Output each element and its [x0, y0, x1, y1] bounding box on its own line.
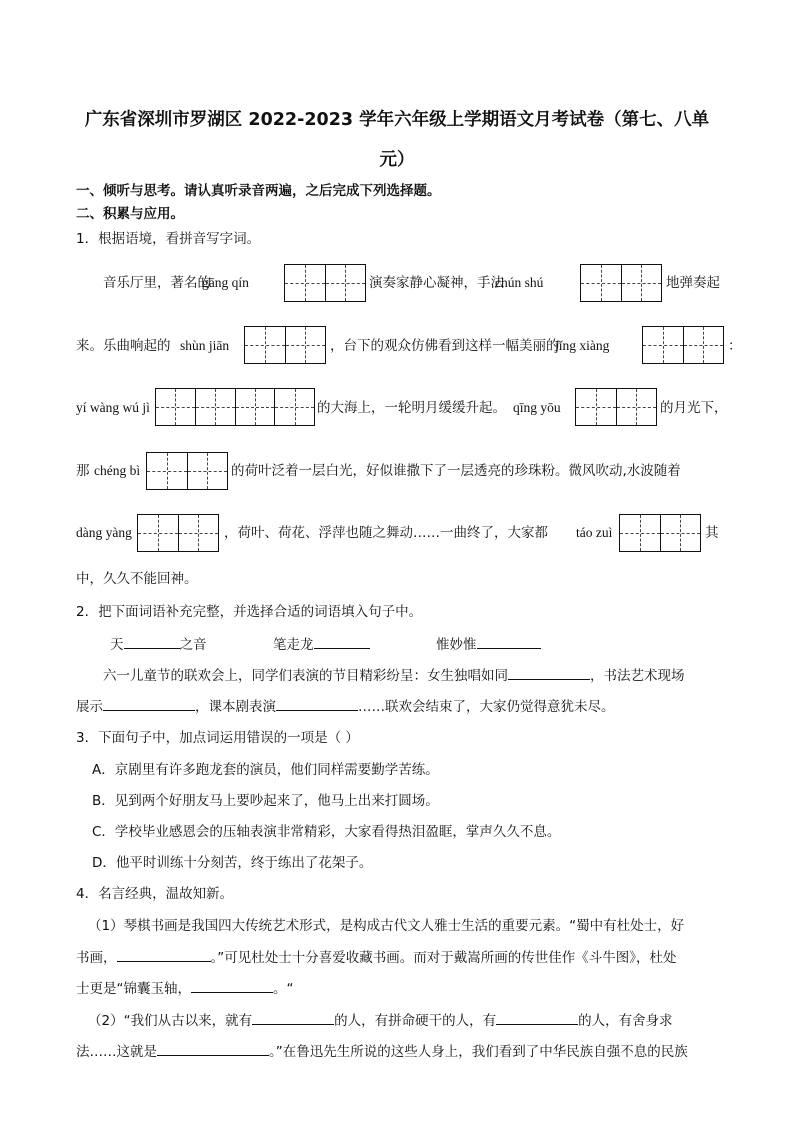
- q1-text: 演奏家静心凝神，手法: [369, 275, 504, 291]
- q4-part-1-line-2: [76, 947, 677, 968]
- passage-text: 。”在鲁迅先生所说的这些人身上，我们看到了中华民族自强不息的民族: [269, 1044, 688, 1060]
- option-c[interactable]: C．学校毕业感恩会的压轴表演非常精彩，大家看得热泪盈眶，掌声久久不息。: [92, 824, 561, 840]
- word-prefix: 天: [110, 637, 124, 653]
- q1-text: 中，久久不能回神。: [76, 571, 198, 587]
- pinyin-taozui: táo zuì: [576, 525, 613, 540]
- pinyin-chengbi: chéng bì: [94, 463, 141, 478]
- answer-grid-gangqin[interactable]: [284, 264, 366, 302]
- answer-grid-chengbi[interactable]: [146, 452, 228, 490]
- sentence-text: ……联欢会结束了，大家仍觉得意犹未尽。: [358, 699, 615, 715]
- q1-text: ，荷叶、荷花、浮萍也随之舞动……一曲终了，大家都: [224, 525, 548, 541]
- passage-text: 士更是“锦囊玉轴，: [76, 981, 191, 997]
- answer-grid-jingxiang[interactable]: [642, 326, 724, 364]
- q1-text: ：: [728, 338, 742, 354]
- q1-text: 那: [76, 463, 90, 479]
- sentence-blank[interactable]: [276, 696, 358, 711]
- q1-text: ，台下的观众仿佛看到这样一幅美丽的: [330, 338, 560, 354]
- option-a[interactable]: A．京剧里有许多跑龙套的演员，他们同样需要勤学苦练。: [92, 762, 439, 778]
- pinyin-gangqin: gāng qín: [202, 275, 249, 290]
- pinyin-shunjian: shùn jiān: [180, 338, 230, 353]
- sentence-text: ，书法艺术现场: [590, 668, 685, 684]
- word-prefix: 笔走龙: [273, 637, 314, 653]
- q1-text: 其: [705, 525, 719, 541]
- answer-grid-dangyang[interactable]: [137, 514, 219, 552]
- passage-text: （2）“我们从古以来，就有: [88, 1013, 253, 1029]
- page-title: 广东省深圳市罗湖区 2022-2023 学年六年级上学期语文月考试卷（第七、八单: [84, 110, 710, 130]
- sentence-text: 展示: [76, 699, 103, 715]
- passage-text: 。”可见杜处士十分喜爱收藏书画。而对于戴嵩所画的传世佳作《斗牛图》，杜处: [210, 950, 677, 966]
- q4-part-2-line-1: [88, 1010, 673, 1031]
- word-fill-1: [110, 634, 207, 655]
- passage-blank[interactable]: [157, 1041, 269, 1056]
- passage-text: 。“: [273, 981, 294, 997]
- answer-grid-chunshu[interactable]: [580, 264, 662, 302]
- word-suffix: 之音: [179, 637, 207, 653]
- q1-text: 地弹奏起: [666, 275, 720, 291]
- q4-part-1-line-3: [76, 978, 294, 999]
- passage-text: 的人，有舍身求: [578, 1013, 673, 1029]
- page-title-continued: 元）: [379, 150, 415, 170]
- section-heading-2: 二、积累与应用。: [76, 206, 184, 222]
- question-4-stem: 4．名言经典，温故知新。: [76, 886, 234, 902]
- word-blank[interactable]: [477, 634, 541, 649]
- q1-text: 的荷叶泛着一层白光，好似谁撒下了一层透亮的珍珠粉。微风吹动,水波随着: [231, 463, 681, 479]
- q1-text: 的月光下，: [660, 400, 728, 416]
- section-heading-1: 一、倾听与思考。请认真听录音两遍，之后完成下列选择题。: [76, 183, 441, 199]
- passage-blank[interactable]: [252, 1010, 334, 1025]
- pinyin-jingxiang: jǐng xiàng: [555, 338, 610, 353]
- pinyin-chunshu: chún shú: [495, 275, 544, 290]
- pinyin-yiwangwuji: yí wàng wú jì: [76, 400, 150, 415]
- passage-blank[interactable]: [496, 1010, 578, 1025]
- word-fill-3: [436, 634, 541, 655]
- sentence-blank[interactable]: [103, 696, 195, 711]
- question-2-stem: 2．把下面词语补充完整，并选择合适的词语填入句子中。: [76, 604, 423, 620]
- passage-blank[interactable]: [191, 978, 273, 993]
- passage-text: 的人，有拼命硬干的人，有: [334, 1013, 497, 1029]
- word-blank[interactable]: [314, 634, 370, 649]
- option-b[interactable]: B．见到两个好朋友马上要吵起来了，他马上出来打圆场。: [92, 793, 439, 809]
- sentence-text: 六一儿童节的联欢会上，同学们表演的节目精彩纷呈：女生独唱如同: [103, 668, 508, 684]
- passage-blank[interactable]: [117, 947, 211, 962]
- q1-text: 音乐厅里，著名的: [103, 275, 211, 291]
- answer-grid-taozui[interactable]: [619, 514, 701, 552]
- answer-grid-yiwangwuji[interactable]: [155, 388, 315, 426]
- q1-text: 的大海上，一轮明月缓缓升起。: [317, 400, 506, 416]
- q2-sentence-1: [103, 665, 685, 686]
- word-fill-2: [273, 634, 370, 655]
- question-3-stem: 3．下面句子中，加点词运用错误的一项是（ ）: [76, 730, 359, 746]
- q4-part-2-line-2: [76, 1041, 688, 1062]
- q4-part-1-line-1: （1）琴棋书画是我国四大传统艺术形式，是构成古代文人雅士生活的重要元素。“蜀中有杜处士，好: [88, 918, 685, 934]
- passage-text: 书画，: [76, 950, 117, 966]
- question-1-stem: 1．根据语境，看拼音写字词。: [76, 231, 261, 247]
- answer-grid-shunjian[interactable]: [244, 326, 326, 364]
- sentence-blank[interactable]: [508, 665, 590, 680]
- word-prefix: 惟妙惟: [436, 637, 477, 653]
- word-blank[interactable]: [124, 634, 180, 649]
- answer-grid-qingyou[interactable]: [575, 388, 657, 426]
- q2-sentence-2: [76, 696, 615, 717]
- pinyin-qingyou: qīng yōu: [513, 400, 561, 415]
- sentence-text: ，课本剧表演: [195, 699, 276, 715]
- passage-text: 法……这就是: [76, 1044, 157, 1060]
- option-d[interactable]: D．他平时训练十分刻苦，终于练出了花架子。: [92, 855, 373, 871]
- q1-text: 来。乐曲响起的: [76, 338, 171, 354]
- pinyin-dangyang: dàng yàng: [76, 525, 132, 540]
